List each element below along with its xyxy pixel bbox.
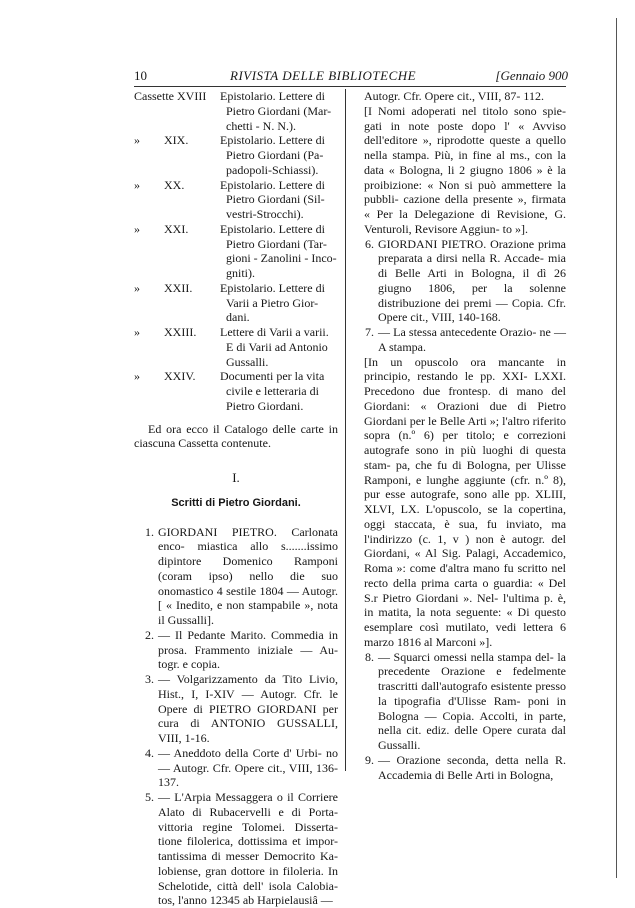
text-line: Pietro Giordani.	[226, 399, 303, 413]
cassette-row	[134, 222, 338, 281]
catalog-entry	[134, 628, 338, 672]
text-line: 2 giugno 1806 » è la proibizione:	[364, 163, 566, 192]
text-line: tione filolerica, dottissima et impor-	[158, 834, 338, 848]
text-line: Cfr. Opere cit., VIII, 140-168.	[378, 296, 566, 325]
text-line: GIORDANI PIETRO. Orazione prima	[378, 237, 566, 251]
text-line: — La stessa antecedente Orazio-	[378, 325, 536, 339]
text-line: Pietro Giordani (Tar-	[226, 237, 327, 251]
entry-text	[158, 790, 338, 908]
text-line: 136-137.	[158, 761, 338, 790]
text-line: GIORDANI PIETRO. Carlonata enco-	[158, 525, 338, 554]
issue-label: [Gennaio 900	[495, 68, 568, 84]
cassette-description	[220, 89, 338, 133]
text-line: Gussalli.	[226, 355, 268, 369]
text-line: Epistolario. Lettere di	[220, 222, 325, 236]
text-line: Arti »; l'altro riferito sopra (n.º 6)	[364, 414, 566, 443]
cassette-label: » XX.	[134, 178, 220, 222]
text-line: to »].	[503, 222, 528, 236]
entry-number: 7.	[354, 325, 378, 355]
text-line: Pietro Giordani (Sil-	[226, 192, 325, 206]
text-line: Autogr. Cfr. Opere cit., VIII, 87-	[364, 89, 520, 103]
text-line: no — Autogr. Cfr. Opere cit., VIII,	[158, 746, 338, 775]
text-line: Lettere di Varii a varii.	[220, 325, 329, 339]
text-line: curata dal Gussalli.	[378, 723, 566, 752]
text-line: « Del S.r Pietro Giordani ». Nel-	[364, 576, 566, 605]
text-line: « Non si può ammettere la pubbli-	[364, 178, 566, 207]
cassette-label: » XIX.	[134, 133, 220, 177]
text-line: Epistolario. Lettere di	[220, 133, 325, 147]
entry-text	[378, 237, 566, 326]
text-line: se la copertina, oggi staccata, è sua,	[364, 502, 566, 531]
text-line: Domenico Ramponi (coram ipso)	[158, 554, 338, 583]
text-line: togr. e copia.	[158, 657, 220, 671]
catalog-entry	[134, 790, 338, 908]
text-line: poni in Bologna — Copia. Accolti,	[378, 694, 566, 723]
text-line: tantissima di messer Democrito Ka-	[158, 849, 338, 863]
cassette-description	[220, 369, 338, 413]
entry-number: 1.	[134, 525, 158, 628]
text-line: — Aneddoto della Corte d' Urbi-	[158, 746, 322, 760]
text-line: gati in note poste dopo l' « Avviso	[364, 119, 566, 133]
text-line: nello die suo onomastico 4 sestile	[158, 569, 338, 598]
text-line: per titolo; e correzioni autografe	[364, 428, 566, 457]
journal-title: RIVISTA DELLE BIBLIOTECHE	[230, 68, 416, 84]
cassette-row	[134, 325, 338, 369]
cassette-description	[220, 178, 338, 222]
text-line: Schelotide, città dell' isola Calobia-	[158, 879, 338, 893]
text-line: Pietro Giordani (Mar-	[226, 104, 331, 118]
entry-text	[158, 746, 338, 790]
cassette-description	[220, 325, 338, 369]
entry-continuation	[364, 89, 566, 104]
text-line: tos, l'anno 12345 ab Harpielausiâ —	[158, 893, 333, 907]
cassette-list	[134, 89, 338, 414]
text-line: mia di Belle Arti in Bologna, il	[378, 251, 566, 280]
entry-note	[364, 355, 566, 650]
text-line: lobiense, gran dottore in filoleria. In	[158, 864, 338, 878]
text-line: fu inviato, ma l'indirizzo (c. 1, v )	[364, 517, 566, 546]
text-line: Alato di Rubacervelli e di Porta-	[158, 805, 338, 819]
text-line: n.º 8), pur esse autografe, sono alle	[364, 473, 566, 502]
text-line: dell'editore », riprodotte queste a	[364, 133, 531, 147]
entry-text	[158, 628, 338, 672]
section-number: I.	[134, 471, 338, 486]
text-line: LXXI. Precedono due frontesp. di	[364, 369, 566, 398]
text-line: Epistolario. Lettere di	[220, 178, 325, 192]
text-line: Epistolario. Lettere di	[220, 281, 325, 295]
section-title: Scritti di Pietro Giordani.	[134, 496, 338, 511]
entry-text	[158, 525, 338, 628]
text-line: quello nella stampa. Più, in fine	[364, 133, 566, 162]
intro-paragraph	[134, 422, 338, 452]
catalog-entry	[354, 650, 566, 753]
intro-line: in ciascuna Cassetta contenute.	[134, 422, 338, 451]
text-line: Opere di PIETRO GIORDANI per	[158, 702, 338, 716]
text-line: vittoria regine Tolomei. Disserta-	[158, 820, 338, 834]
text-line: Pietro Giordani (Pa-	[226, 148, 323, 162]
text-line: pa, che fu di Bologna, per Ulisse	[396, 458, 566, 472]
cassette-row	[134, 133, 338, 177]
entry-text	[378, 753, 566, 783]
text-line: principio, restando le pp. XXI-	[364, 369, 527, 383]
text-line: prosa. Frammento iniziale — Au-	[158, 643, 338, 657]
page-number: 10	[134, 68, 147, 84]
text-line: trascritti dall'autografo esistente	[378, 679, 532, 693]
cassette-row	[134, 281, 338, 325]
text-line: Ramponi, e lunghe aggiunte (cfr.	[364, 473, 530, 487]
text-line: padopoli-Schiassi).	[226, 163, 318, 177]
catalog-entry	[134, 746, 338, 790]
entry-number: 5.	[134, 790, 158, 908]
entry-text	[158, 672, 338, 746]
text-line: in parte, nella cit. ediz. delle Opere	[378, 709, 566, 738]
text-line: miastica allo s.......issimo dipintore	[158, 539, 338, 568]
cassette-description	[220, 222, 338, 281]
text-line: Hist., I, I-XIV — Autogr. Cfr. le	[158, 687, 338, 701]
text-line: cazione della presente », firmata	[403, 192, 566, 206]
text-line: civile e letteraria di	[226, 384, 319, 398]
text-line: gniti).	[226, 266, 255, 280]
text-line: 1-16.	[185, 731, 210, 745]
text-line: 1804 — Autogr. [ « Inedito, e non	[158, 584, 338, 613]
text-line: — L'Arpia Messaggera o il Corriere	[158, 790, 338, 804]
text-line: come d'altra mano fu scritto nel	[410, 561, 566, 575]
entry-number: 8.	[354, 650, 378, 753]
text-line: l'ultima p. è, in matita, la nota	[364, 591, 566, 620]
cassette-label: » XXIV.	[134, 369, 220, 413]
text-line: presso la tipografia d'Ulisse Ram-	[378, 679, 566, 708]
text-line: la precedente Orazione e fedelmente	[378, 650, 566, 679]
text-line: 112.	[523, 89, 544, 103]
text-line: — Il Pedante Marito. Commedia in	[158, 628, 338, 642]
entry-number: 3.	[134, 672, 158, 746]
page-edge-rule	[616, 18, 617, 878]
header-rule	[134, 86, 566, 87]
text-line: Epistolario. Lettere di	[220, 89, 325, 103]
text-line: — Volgarizzamento da Tito Livio,	[158, 672, 338, 686]
text-line: chetti - N. N.).	[226, 119, 296, 133]
left-column	[134, 89, 338, 908]
cassette-description	[220, 281, 338, 325]
entry-list	[354, 237, 566, 355]
text-line: E di Varii ad Antonio	[226, 340, 328, 354]
text-line: preparata a dirsi nella R. Accade-	[378, 251, 544, 265]
catalog-entry	[134, 672, 338, 746]
entry-list	[134, 525, 338, 908]
text-line: [In un opuscolo ora mancante in	[364, 355, 566, 369]
text-line: di Pietro Giordani per le Belle	[364, 399, 566, 428]
text-line: Accademia di Belle Arti in Bologna,	[378, 768, 553, 782]
cassette-label: » XXIII.	[134, 325, 220, 369]
text-line: « Per la Delegazione di Revisione,	[364, 207, 548, 221]
catalog-entry	[354, 237, 566, 326]
column-divider	[345, 89, 346, 771]
entry-number: 2.	[134, 628, 158, 672]
text-line: distribuzione dei premi — Copia.	[378, 296, 544, 310]
entry-text	[378, 325, 566, 355]
text-line: pp. XLIII, XLVI, LX. L'opuscolo,	[364, 487, 566, 516]
text-line: sono in più luoghi di questa stam-	[364, 443, 566, 472]
text-line: così mutilato, vedi lettera 6 marzo	[364, 620, 566, 649]
intro-line: Ed ora ecco il Catalogo delle carte	[148, 422, 324, 436]
catalog-entry	[354, 325, 566, 355]
text-line: dani.	[226, 310, 250, 324]
entry-list	[354, 650, 566, 783]
running-header	[134, 68, 568, 84]
text-line: Sig. Palagi, Accademico, Roma »:	[364, 546, 566, 575]
text-line: seguente: « Di questo esemplare	[364, 605, 566, 634]
text-line: stampabile », nota il Gussalli].	[158, 598, 338, 627]
text-line: al ms., con la data « Bologna, li	[364, 148, 566, 177]
text-line: G. Venturoli, Revisore Aggiun-	[364, 207, 566, 236]
text-line: Varii a Pietro Gior-	[226, 296, 318, 310]
right-column	[354, 89, 566, 782]
text-line: — Squarci omessi nella stampa del-	[378, 650, 554, 664]
text-line: mano del Giordani: « Orazioni due	[364, 384, 566, 413]
cassette-row	[134, 89, 338, 133]
text-line: non è autogr. del Giordani, « Al	[364, 532, 566, 561]
text-line: 1816 al Marconi »].	[397, 635, 492, 649]
text-line: gioni - Zanolini - Inco-	[226, 251, 337, 265]
text-line: [I Nomi adoperati nel titolo sono spie-	[364, 104, 566, 118]
text-line: Documenti per la vita	[220, 369, 324, 383]
entry-number: 6.	[354, 237, 378, 326]
entry-number: 9.	[354, 753, 378, 783]
entry-text	[378, 650, 566, 753]
cassette-label: Cassette XVIII	[134, 89, 220, 133]
text-line: vestri-Strocchi).	[226, 207, 304, 221]
catalog-entry	[134, 525, 338, 628]
text-line: ne — A stampa.	[378, 325, 566, 354]
text-line: dì 26 giugno 1806, per la solenne	[378, 266, 566, 295]
cassette-row	[134, 369, 338, 413]
cassette-description	[220, 133, 338, 177]
text-line: cura di ANTONIO GUSSALLI, VIII,	[158, 716, 338, 745]
catalog-entry	[354, 753, 566, 783]
text-line: recto della prima carta o guardia:	[364, 576, 533, 590]
cassette-label: » XXII.	[134, 281, 220, 325]
entry-note	[364, 104, 566, 237]
cassette-row	[134, 178, 338, 222]
text-line: — Orazione seconda, detta nella R.	[378, 753, 566, 767]
entry-number: 4.	[134, 746, 158, 790]
cassette-label: » XXI.	[134, 222, 220, 281]
